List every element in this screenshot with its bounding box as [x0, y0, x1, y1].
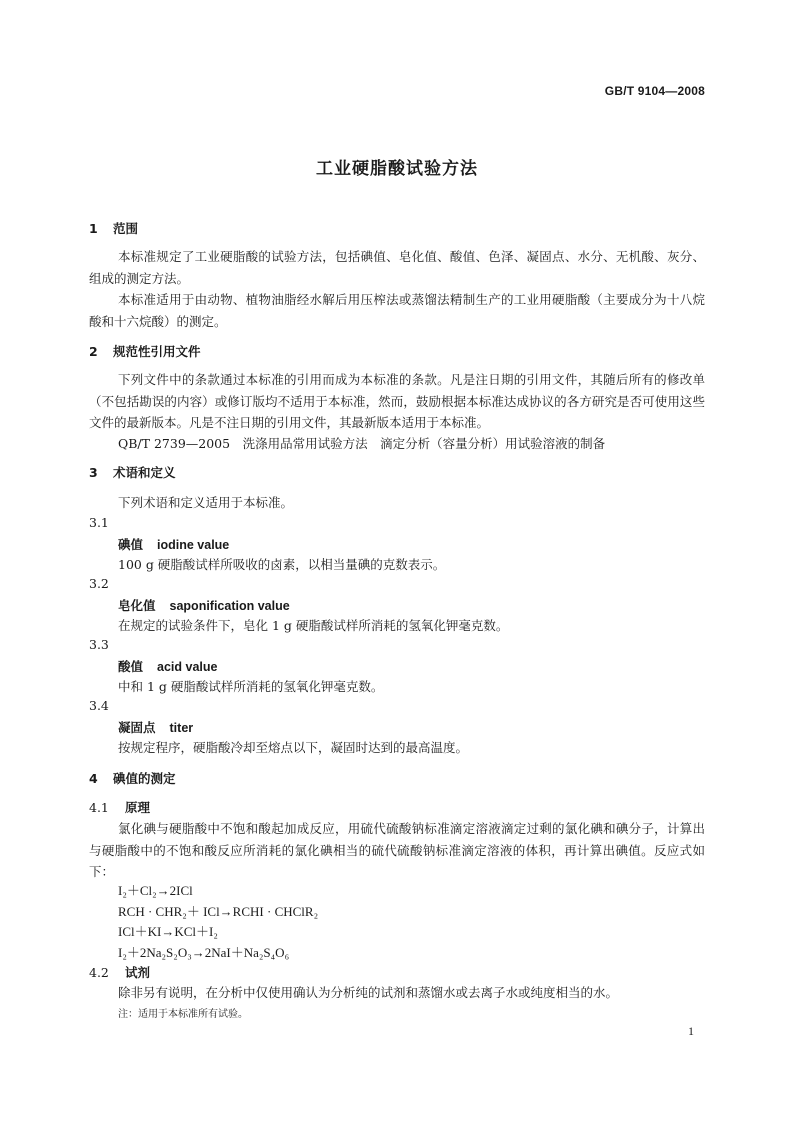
term-zh: 皂化值	[118, 598, 156, 613]
term-en: iodine value	[157, 538, 230, 552]
standard-code: GB/T 9104—2008	[604, 84, 705, 98]
reaction-formula: RCH · CHR₂＋ ICl→RCHI · CHClR₂	[118, 904, 319, 919]
section-number: 3	[89, 465, 98, 480]
term-zh: 酸值	[118, 659, 144, 674]
section-number: 1	[89, 221, 98, 236]
principle-paragraph: 氯化碘与硬脂酸中不饱和酸起加成反应，用硫代硫酸钠标准滴定溶液滴定过剩的氯化碘和碘分子，计算出与硬脂酸中的不饱和酸反应所消耗的氯化碘相当的硫代硫酸钠标准滴定溶液的体积，再计算出碘值。反应式如下：	[89, 821, 705, 879]
section-2-heading	[89, 342, 201, 360]
term-definition: 100 g 硬脂酸试样所吸收的卤素，以相当量碘的克数表示。	[118, 557, 446, 572]
term-definition: 按规定程序，硬脂酸冷却至熔点以下，凝固时达到的最高温度。	[118, 740, 469, 755]
reference-item: QB/T 2739—2005 洗涤用品常用试验方法 滴定分析（容量分析）用试验溶液的制备	[118, 436, 606, 451]
document-title: 工业硬脂酸试验方法	[316, 159, 478, 179]
reaction-formula: I₂＋Cl₂→2ICl	[118, 883, 193, 898]
term-definition: 中和 1 g 硬脂酸试样所消耗的氢氧化钾毫克数。	[118, 679, 384, 694]
term-en: acid value	[157, 660, 218, 674]
section-title: 碘值的测定	[113, 771, 176, 786]
term-heading	[118, 535, 229, 553]
reaction-formula: I₂＋2Na₂S₂O₃→2NaI＋Na₂S₄O₆	[118, 945, 290, 960]
subsection-title: 试剂	[125, 965, 151, 980]
subsection-number: 4.2	[89, 965, 109, 980]
term-en: saponification value	[169, 599, 290, 613]
term-zh: 凝固点	[118, 720, 156, 735]
subsection-4-2-heading	[89, 963, 150, 981]
term-heading	[118, 657, 217, 675]
subsection-4-1-heading	[89, 798, 150, 816]
scope-paragraph-2: 本标准适用于由动物、植物油脂经水解后用压榨法或蒸馏法精制生产的工业用硬脂酸（主要成分为十八烷酸和十六烷酸）的测定。	[89, 292, 705, 329]
reagents-paragraph: 除非另有说明，在分析中仅使用确认为分析纯的试剂和蒸馏水或去离子水或纯度相当的水。	[118, 985, 619, 1000]
term-number: 3.1	[89, 515, 109, 530]
scope-paragraph-1: 本标准规定了工业硬脂酸的试验方法，包括碘值、皂化值、酸值、色泽、凝固点、水分、无机酸、灰分、组成的测定方法。	[89, 249, 705, 286]
terms-intro: 下列术语和定义适用于本标准。	[118, 495, 294, 510]
term-zh: 碘值	[118, 537, 144, 552]
section-title: 术语和定义	[113, 465, 176, 480]
term-en: titer	[169, 721, 194, 735]
reaction-formula: ICl＋KI→KCl＋I₂	[118, 924, 218, 939]
note: 注：适用于本标准所有试验。	[118, 1009, 248, 1020]
section-3-heading	[89, 463, 176, 481]
section-title: 规范性引用文件	[113, 344, 201, 359]
subsection-title: 原理	[125, 800, 151, 815]
section-4-heading	[89, 769, 176, 787]
term-number: 3.3	[89, 637, 109, 652]
term-number: 3.4	[89, 698, 109, 713]
page-number: 1	[688, 1024, 694, 1038]
term-heading	[118, 718, 193, 736]
normative-references-paragraph: 下列文件中的条款通过本标准的引用而成为本标准的条款。凡是注日期的引用文件，其随后所有的修改单（不包括勘误的内容）或修订版均不适用于本标准，然而，鼓励根据本标准达成协议的各方研究是否可使用这些文件的最新版本。凡是不注日期的引用文件，其最新版本适用于本标准。	[89, 372, 705, 430]
section-number: 4	[89, 771, 98, 786]
section-title: 范围	[113, 221, 139, 236]
section-1-heading	[89, 219, 138, 237]
term-heading	[118, 596, 290, 614]
term-number: 3.2	[89, 576, 109, 591]
term-definition: 在规定的试验条件下，皂化 1 g 硬脂酸试样所消耗的氢氧化钾毫克数。	[118, 618, 509, 633]
subsection-number: 4.1	[89, 800, 109, 815]
section-number: 2	[89, 344, 98, 359]
